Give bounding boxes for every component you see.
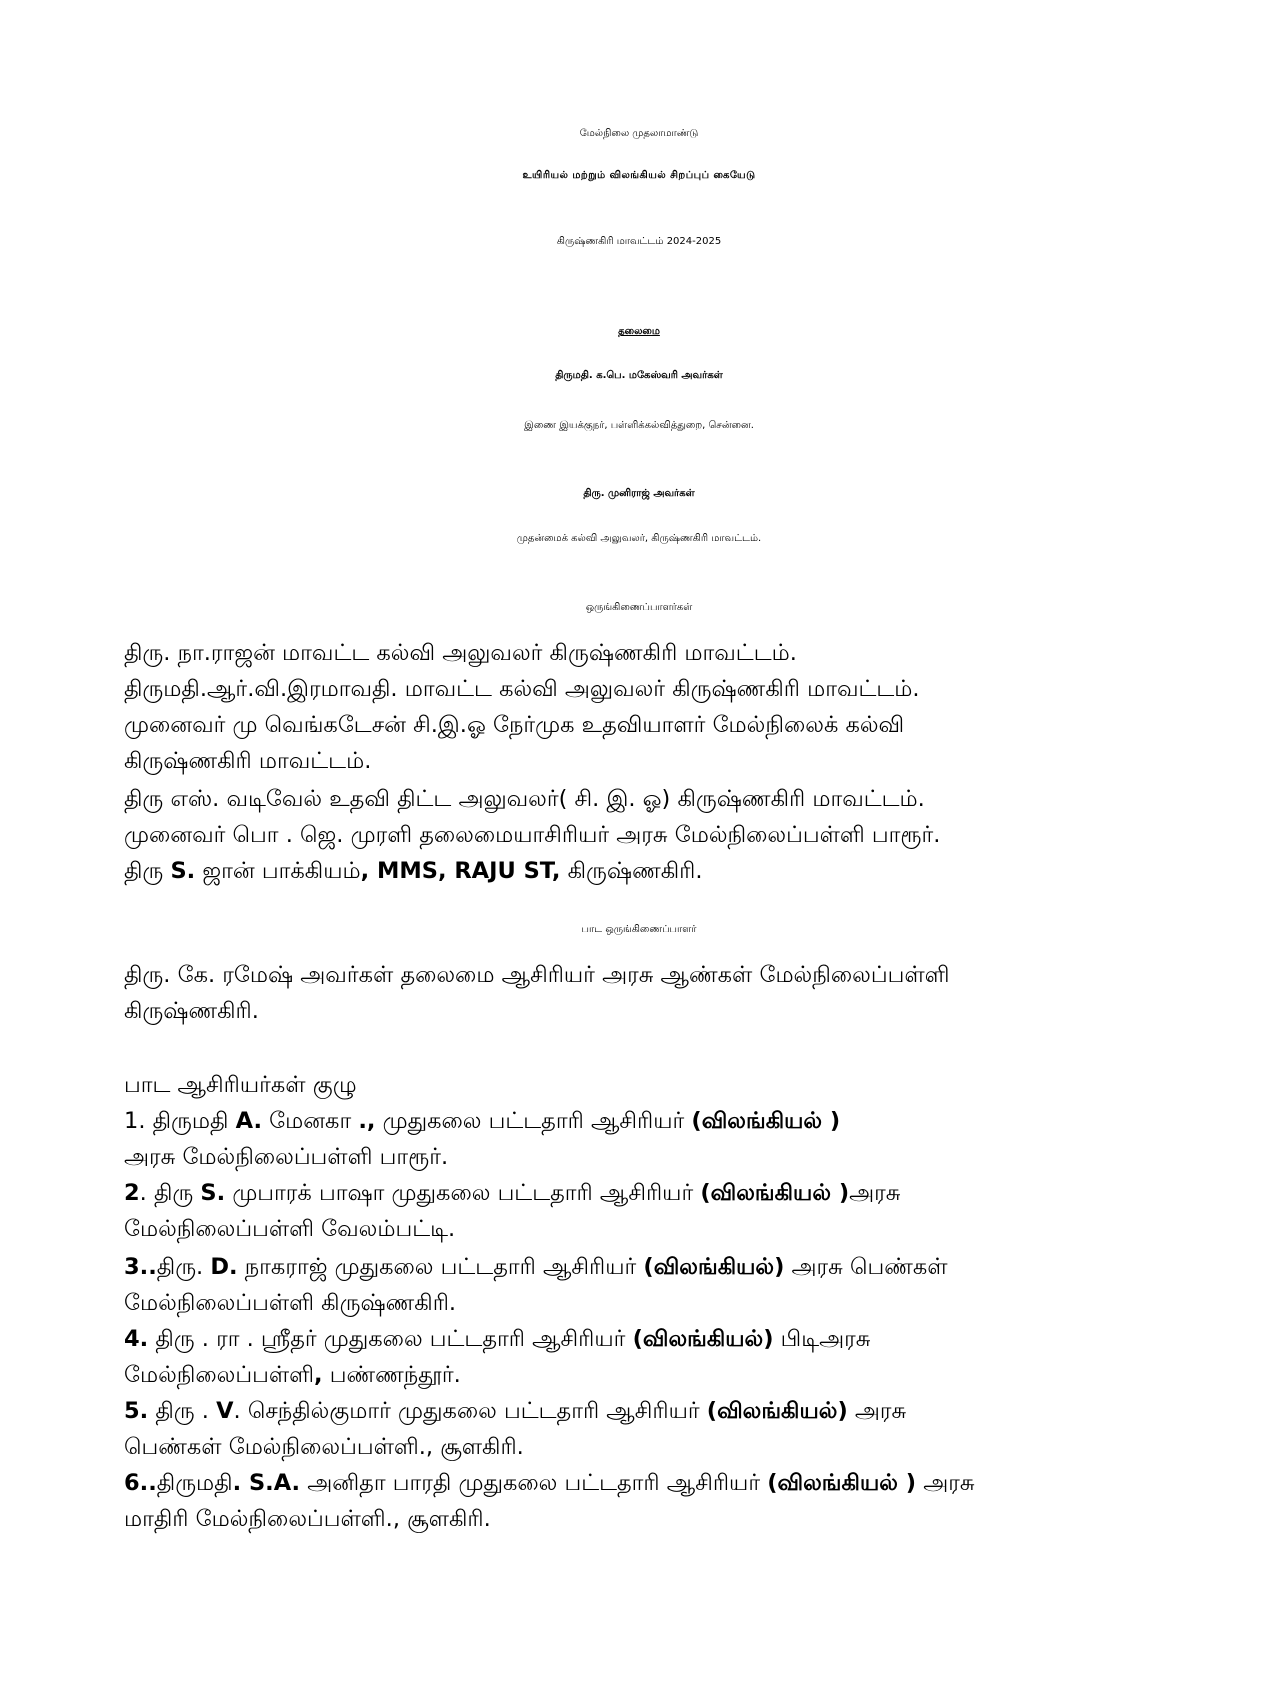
text: அரசு பெண்கள் [784,1254,948,1280]
place: கிருஷ்ணகிரி. [560,858,703,884]
coordinator-line: முனைவர் மு வெங்கடேசன் சி.இ.ஓ நேர்முக உதவியாளர் மேல்நிலைக் கல்வி [124,712,905,738]
punct: ., [358,1108,376,1134]
text: மேனகா [262,1108,359,1134]
initial: S. [200,1180,226,1206]
text: . திரு [139,1180,201,1206]
teacher-3-line1 [124,1254,948,1283]
subject: (விலங்கியல் ) [691,1108,841,1134]
text: பண்ணந்தூர். [322,1362,461,1388]
text: திருமதி [145,1108,236,1134]
text: திரு. [156,1254,211,1280]
course-subtitle: மேல்நிலை முதலாமாண்டு [579,128,699,139]
initial: V [216,1398,234,1424]
coordinator-line: முனைவர் பொ . ஜெ. முரளி தலைமையாசிரியர் அரசு மேல்நிலைப்பள்ளி பாரூர். [124,822,941,848]
teacher-5-line2: பெண்கள் மேல்நிலைப்பள்ளி., சூளகிரி. [124,1434,524,1460]
text: முபாரக் பாஷா முதுகலை பட்டதாரி ஆசிரியர் [225,1180,701,1206]
subject-coordinator-line: திரு. கே. ரமேஷ் அவர்கள் தலைமை ஆசிரியர் அரசு ஆண்கள் மேல்நிலைப்பள்ளி [124,962,950,988]
coordinator-line-last [124,858,703,887]
text: அரசு [847,1398,907,1424]
teacher-3-line2: மேல்நிலைப்பள்ளி கிருஷ்ணகிரி. [124,1290,457,1316]
teacher-2-line2: மேல்நிலைப்பள்ளி வேலம்பட்டி. [124,1216,456,1242]
initial: S. [170,858,196,884]
text: திரு . ரா . ஸ்ரீதர் முதுகலை பட்டதாரி ஆசிரியர் [148,1326,633,1352]
text: ஜான் பாக்கியம் [195,858,361,884]
text: . செந்தில்குமார் முதுகலை பட்டதாரி ஆசிரியர் [233,1398,707,1424]
subject: (விலங்கியல் ) [700,1180,850,1206]
text: திரு . [148,1398,217,1424]
teacher-2-line1 [124,1180,900,1209]
comma: , [360,858,370,884]
text: அரசு [849,1180,901,1206]
initial: A. [235,1108,262,1134]
comma: , [314,1362,323,1388]
num: 1. [124,1108,146,1134]
text: பிடிஅரசு [773,1326,871,1352]
district-year: கிருஷ்ணகிரி மாவட்டம் 2024-2025 [556,236,722,247]
coordinator-line: திரு. நா.ராஜன் மாவட்ட கல்வி அலுவலர் கிருஷ்ணகிரி மாவட்டம். [124,640,797,666]
teacher-6-line2: மாதிரி மேல்நிலைப்பள்ளி., சூளகிரி. [124,1506,491,1532]
leadership-heading: தலைமை [618,326,660,337]
text: மேல்நிலைப்பள்ளி [124,1362,315,1388]
text: நாகராஜ் முதுகலை பட்டதாரி ஆசிரியர் [237,1254,644,1280]
teacher-1-line2: அரசு மேல்நிலைப்பள்ளி பாரூர். [124,1144,449,1170]
initial: D. [210,1254,238,1280]
teachers-heading: பாட ஆசிரியர்கள் குழு [124,1072,357,1098]
subject: (விலங்கியல் ) [767,1470,917,1496]
teacher-4-line1 [124,1326,870,1355]
text: அரசு [916,1470,975,1496]
coordinator-line: கிருஷ்ணகிரி மாவட்டம். [124,748,372,774]
subject: (விலங்கியல்) [632,1326,774,1352]
text: அனிதா பாரதி முதுகலை பட்டதாரி ஆசிரியர் [300,1470,768,1496]
ceo-name: திரு. முனிராஜ் அவர்கள் [583,488,695,499]
ceo-role: முதன்மைக் கல்வி அலுவலர், கிருஷ்ணகிரி மாவட்டம். [516,533,762,544]
teacher-4-line2 [124,1362,461,1391]
chief-role: இணை இயக்குநர், பள்ளிக்கல்வித்துறை, சென்னை. [524,420,754,431]
text: முதுகலை பட்டதாரி ஆசிரியர் [375,1108,692,1134]
subject-coordinator-line: கிருஷ்ணகிரி. [124,998,259,1024]
coordinator-line: திரு எஸ். வடிவேல் உதவி திட்ட அலுவலர்( சி. இ. ஓ) கிருஷ்ணகிரி மாவட்டம். [124,786,925,812]
subject-coordinator-heading: பாட ஒருங்கிணைப்பாளர் [581,924,697,935]
org: MMS, RAJU ST, [369,858,561,884]
teacher-1-line1 [124,1108,840,1137]
coordinators-heading: ஒருங்கிணைப்பாளர்கள் [585,602,693,613]
chief-name: திருமதி. க.பெ. மகேஸ்வரி அவர்கள் [555,370,723,381]
num: 4. [124,1326,149,1352]
num: 5. [124,1398,149,1424]
text: திருமதி [156,1470,233,1496]
num: 6.. [124,1470,157,1496]
document-title: உயிரியல் மற்றும் விலங்கியல் சிறப்புப் கையேடு [522,170,756,181]
num: 3.. [124,1254,157,1280]
teacher-5-line1 [124,1398,906,1427]
num: 2 [124,1180,140,1206]
teacher-6-line1 [124,1470,975,1499]
subject: (விலங்கியல்) [643,1254,785,1280]
text: திரு [124,858,171,884]
subject: (விலங்கியல்) [706,1398,848,1424]
initial: . S.A. [232,1470,301,1496]
coordinator-line: திருமதி.ஆர்.வி.இரமாவதி. மாவட்ட கல்வி அலுவலர் கிருஷ்ணகிரி மாவட்டம். [124,676,920,702]
